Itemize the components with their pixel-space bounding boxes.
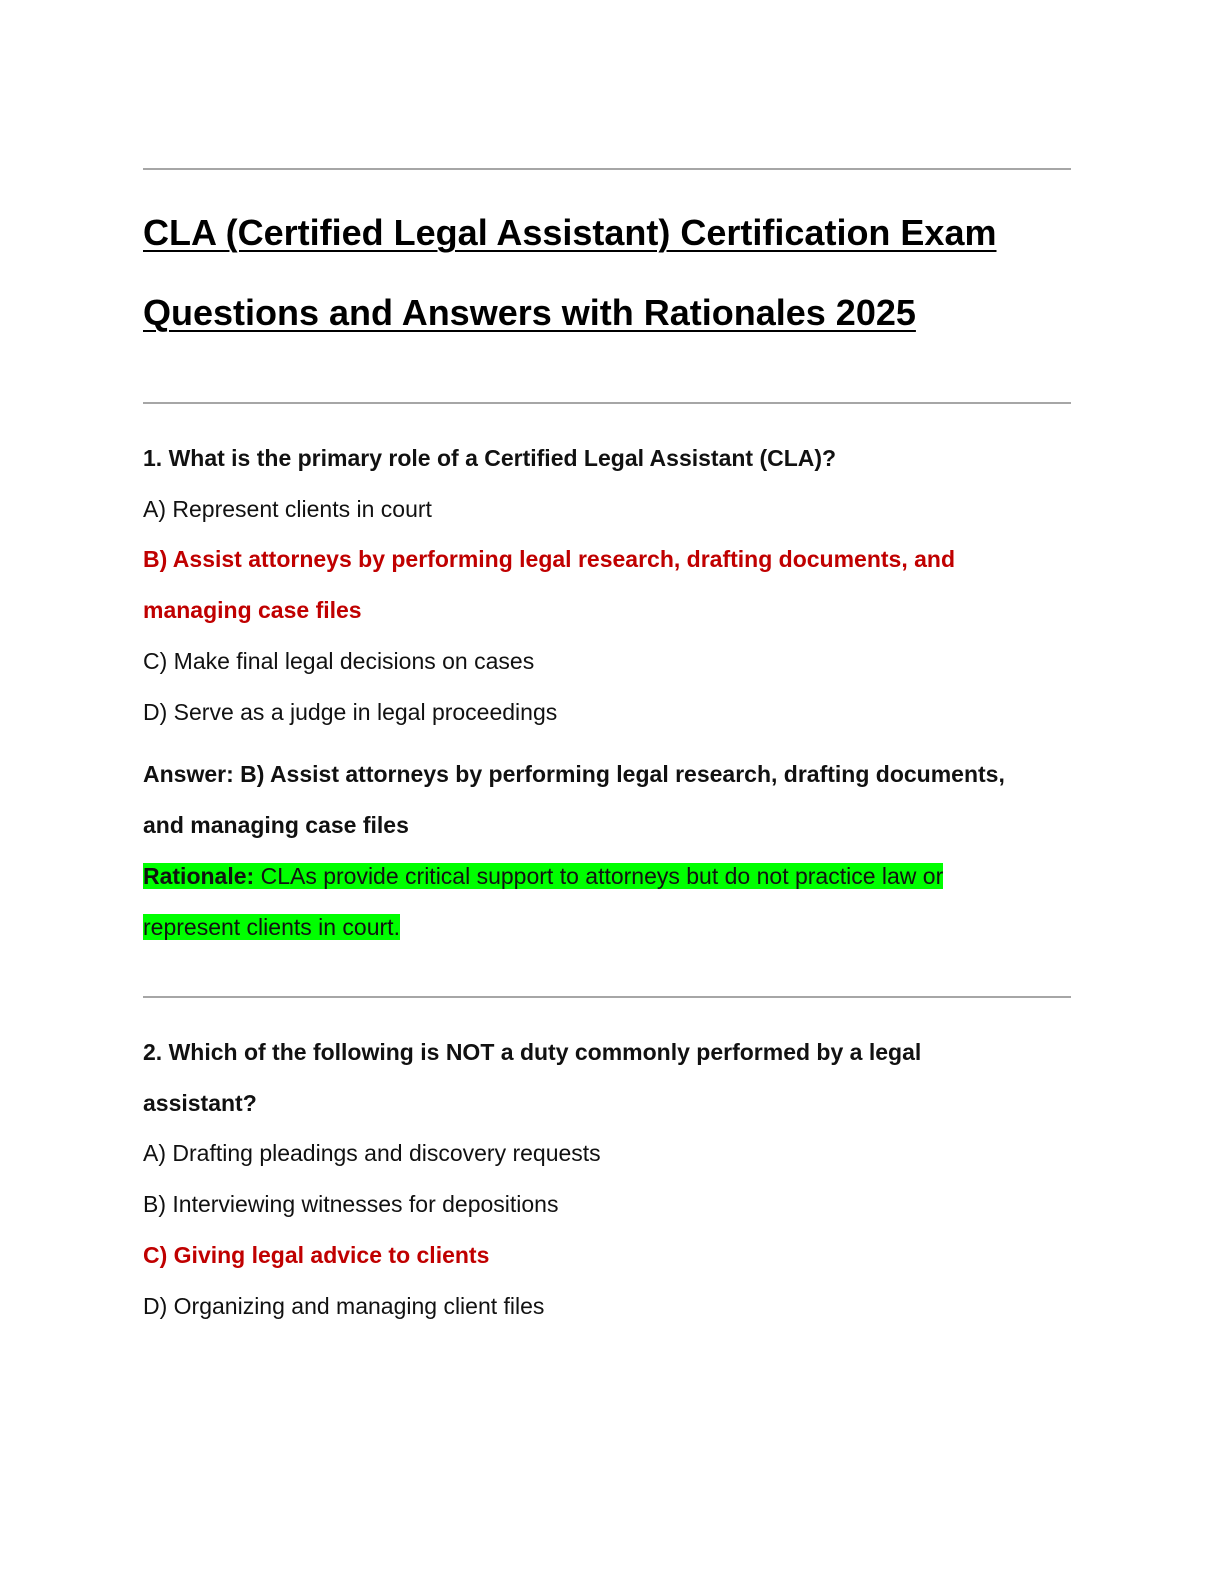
- document-title-line-1: CLA (Certified Legal Assistant) Certification Exam: [143, 212, 997, 253]
- question-1-answer-continued: and managing case files: [143, 812, 409, 838]
- question-1-option-d: D) Serve as a judge in legal proceedings: [143, 699, 558, 725]
- question-1-option-b-continued: managing case files: [143, 597, 362, 623]
- rationale-text-continued: represent clients in court.: [143, 914, 400, 940]
- document-title-line-2: Questions and Answers with Rationales 2025: [143, 292, 916, 333]
- question-1-option-b-correct: B) Assist attorneys by performing legal research, drafting documents, and: [143, 546, 955, 572]
- horizontal-rule: [143, 168, 1071, 170]
- question-2-option-d: D) Organizing and managing client files: [143, 1293, 545, 1319]
- question-2-option-b: B) Interviewing witnesses for depositions: [143, 1191, 559, 1217]
- horizontal-rule: [143, 402, 1071, 404]
- question-1-rationale-continued: [143, 912, 400, 942]
- question-2-text-continued: assistant?: [143, 1090, 257, 1116]
- question-1-option-c: C) Make final legal decisions on cases: [143, 648, 535, 674]
- question-1-option-a: A) Represent clients in court: [143, 496, 432, 522]
- question-2-option-c-correct: C) Giving legal advice to clients: [143, 1242, 490, 1268]
- rationale-text: CLAs provide critical support to attorneys but do not practice law or: [254, 863, 944, 889]
- question-2-option-a: A) Drafting pleadings and discovery requests: [143, 1140, 601, 1166]
- question-2-text: 2. Which of the following is NOT a duty commonly performed by a legal: [143, 1039, 922, 1065]
- horizontal-rule: [143, 996, 1071, 998]
- question-1-answer: Answer: B) Assist attorneys by performing legal research, drafting documents,: [143, 761, 1005, 787]
- question-1-text: 1. What is the primary role of a Certified Legal Assistant (CLA)?: [143, 445, 837, 471]
- question-1-rationale: [143, 861, 943, 891]
- rationale-label: Rationale:: [143, 863, 255, 889]
